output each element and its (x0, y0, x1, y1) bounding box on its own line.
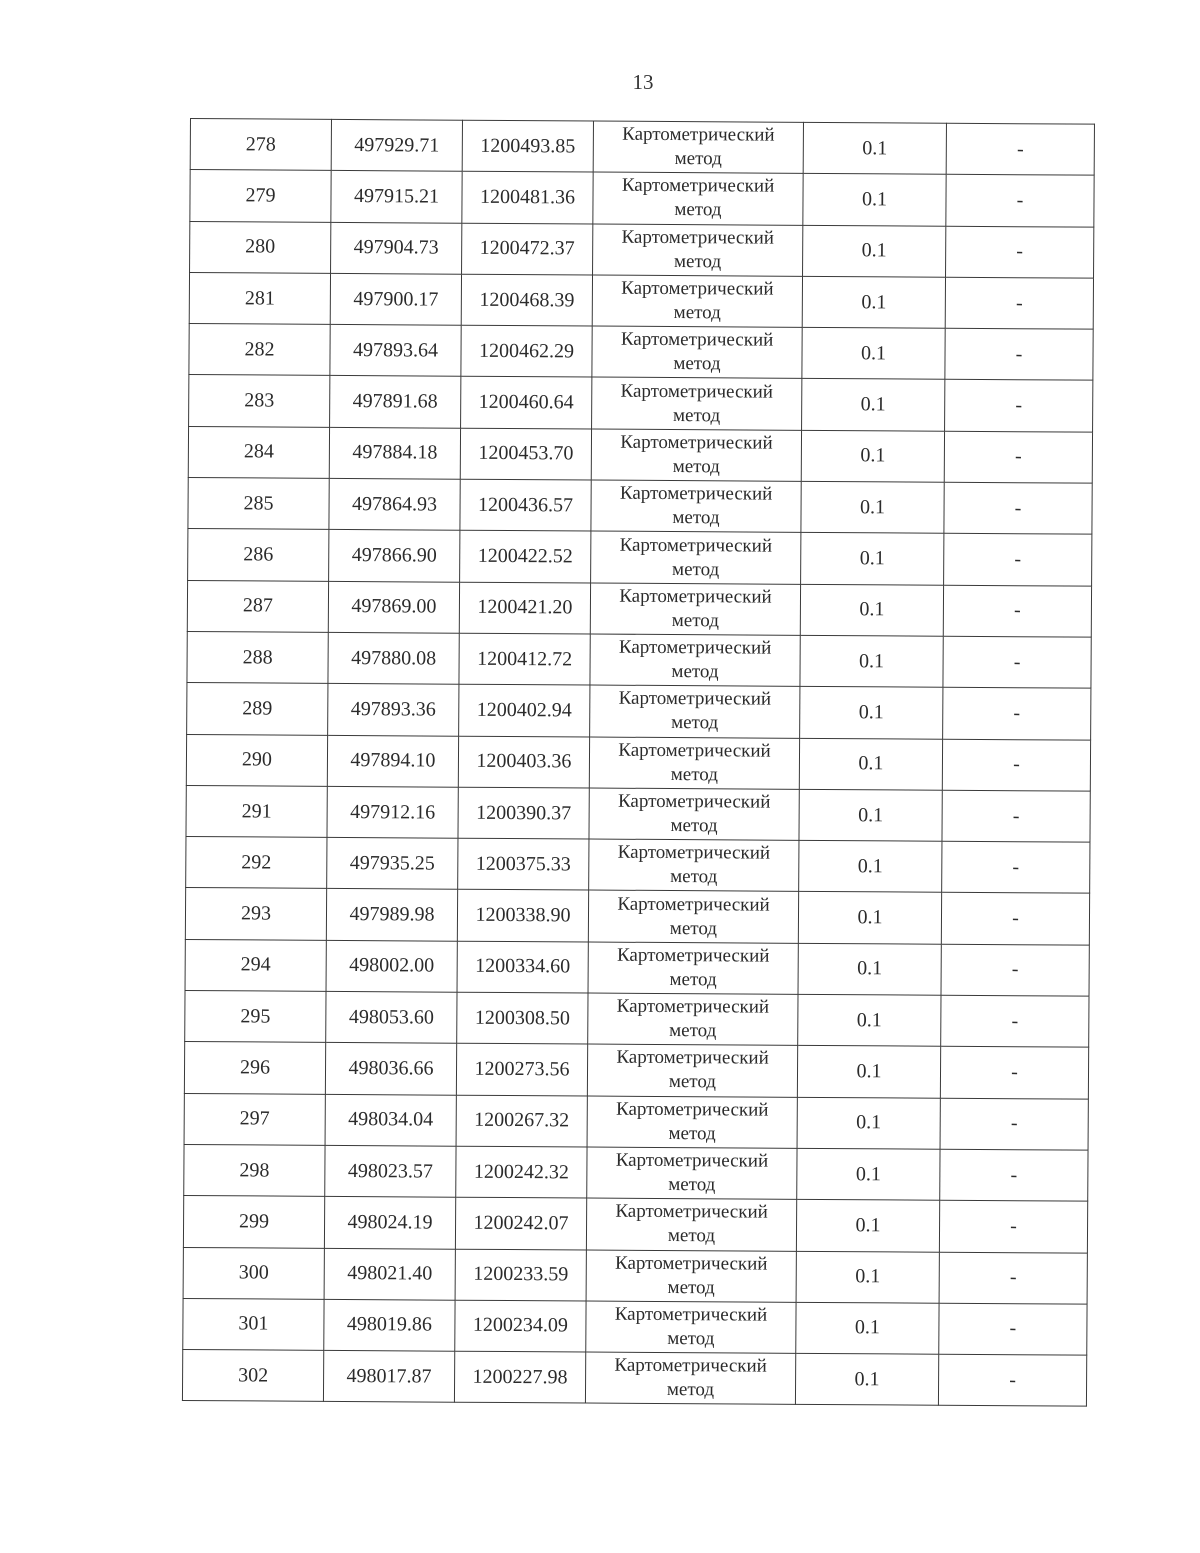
x-coordinate-cell: 498019.86 (324, 1299, 455, 1351)
y-coordinate-cell: 1200493.85 (462, 120, 593, 172)
method-cell (592, 275, 802, 328)
method-line-2: метод (670, 763, 719, 786)
method-line-1: Картометрический (614, 1354, 767, 1377)
table-row (188, 529, 1092, 586)
method-line-1: Картометрический (616, 995, 770, 1018)
note-cell: - (941, 893, 1089, 945)
method-line-2: метод (672, 404, 721, 426)
y-coordinate-cell: 1200402.94 (459, 684, 590, 736)
accuracy-cell: 0.1 (796, 1302, 939, 1354)
method-cell (587, 1096, 797, 1149)
point-number-cell: 283 (189, 375, 330, 427)
coordinates-table-body (182, 119, 1094, 1407)
accuracy-cell: 0.1 (796, 1200, 939, 1252)
method-cell (587, 1147, 797, 1200)
x-coordinate-cell: 498017.87 (323, 1350, 454, 1402)
table-row (188, 426, 1092, 483)
x-coordinate-cell: 497904.73 (331, 222, 462, 274)
method-line-1: Картометрический (618, 688, 772, 711)
method-line-1: Картометрический (618, 739, 771, 762)
accuracy-cell: 0.1 (801, 533, 944, 585)
table-row (186, 837, 1090, 894)
note-cell: - (942, 790, 1090, 842)
y-coordinate-cell: 1200468.39 (461, 274, 592, 326)
note-cell: - (945, 277, 1093, 329)
method-cell (588, 993, 798, 1046)
method-line-1: Картометрический (614, 1303, 768, 1326)
y-coordinate-cell: 1200234.09 (455, 1300, 586, 1352)
x-coordinate-cell: 497900.17 (330, 273, 461, 325)
method-cell (586, 1301, 796, 1354)
method-cell (590, 685, 800, 738)
note-cell: - (940, 1098, 1088, 1150)
method-cell (586, 1198, 796, 1251)
x-coordinate-cell: 498053.60 (326, 991, 457, 1043)
method-line-1: Картометрический (618, 636, 772, 659)
note-cell: - (939, 1252, 1087, 1304)
method-line-1: Картометрический (617, 790, 771, 813)
method-line-1: Картометрический (616, 944, 770, 967)
x-coordinate-cell: 497864.93 (329, 478, 460, 530)
accuracy-cell: 0.1 (800, 584, 943, 636)
y-coordinate-cell: 1200308.50 (457, 992, 588, 1044)
note-cell: - (941, 944, 1089, 996)
method-line-1: Картометрический (619, 482, 773, 505)
method-line-2: метод (667, 1276, 715, 1298)
y-coordinate-cell: 1200242.07 (455, 1197, 586, 1249)
x-coordinate-cell: 497893.64 (330, 325, 461, 377)
point-number-cell: 294 (185, 939, 326, 991)
x-coordinate-cell: 497866.90 (329, 530, 460, 582)
accuracy-cell: 0.1 (796, 1251, 939, 1303)
y-coordinate-cell: 1200412.72 (459, 633, 590, 685)
method-line-2: метод (668, 1071, 717, 1093)
note-cell: - (944, 431, 1092, 483)
method-cell (593, 224, 803, 277)
note-cell: - (944, 482, 1092, 534)
note-cell: - (944, 534, 1092, 586)
y-coordinate-cell: 1200460.64 (461, 377, 592, 429)
x-coordinate-cell: 498036.66 (325, 1043, 456, 1095)
method-line-1: Картометрический (619, 534, 773, 557)
y-coordinate-cell: 1200267.32 (456, 1095, 587, 1147)
x-coordinate-cell: 497893.36 (328, 684, 459, 736)
table-row (183, 1247, 1087, 1304)
accuracy-cell: 0.1 (797, 1046, 940, 1098)
point-number-cell: 279 (190, 170, 331, 222)
method-line-2: метод (668, 1122, 716, 1145)
table-row (188, 478, 1092, 535)
accuracy-cell: 0.1 (798, 994, 941, 1046)
accuracy-cell: 0.1 (803, 225, 946, 277)
method-line-2: метод (669, 1020, 717, 1042)
table-row (189, 324, 1093, 381)
method-line-2: метод (671, 609, 719, 632)
x-coordinate-cell: 497935.25 (327, 838, 458, 890)
accuracy-cell: 0.1 (797, 1148, 940, 1200)
method-line-1: Картометрический (620, 380, 774, 403)
method-line-2: метод (669, 917, 718, 939)
table-row (190, 221, 1094, 278)
point-number-cell: 297 (184, 1093, 325, 1145)
method-line-2: метод (672, 558, 720, 580)
table-row (185, 888, 1089, 945)
y-coordinate-cell: 1200422.52 (460, 531, 591, 583)
method-cell (591, 429, 801, 482)
table-row (185, 939, 1089, 996)
x-coordinate-cell: 498024.19 (324, 1197, 455, 1249)
method-cell (590, 583, 800, 636)
method-line-1: Картометрический (621, 226, 775, 249)
method-cell (589, 737, 799, 790)
point-number-cell: 301 (183, 1298, 324, 1350)
method-line-1: Картометрический (620, 329, 774, 351)
point-number-cell: 290 (186, 734, 327, 786)
note-cell: - (942, 841, 1090, 893)
x-coordinate-cell: 498034.04 (325, 1094, 456, 1146)
y-coordinate-cell: 1200390.37 (458, 787, 589, 839)
table-row (187, 580, 1091, 637)
y-coordinate-cell: 1200421.20 (459, 582, 590, 634)
note-cell: - (943, 688, 1091, 740)
note-cell: - (945, 380, 1093, 432)
coordinates-table (182, 118, 1095, 1407)
method-line-1: Картометрический (620, 431, 773, 454)
table-row (187, 631, 1091, 688)
point-number-cell: 288 (187, 631, 328, 683)
method-cell (592, 326, 802, 379)
accuracy-cell: 0.1 (797, 1097, 940, 1149)
accuracy-cell: 0.1 (798, 892, 941, 944)
method-cell (585, 1352, 795, 1405)
accuracy-cell: 0.1 (800, 635, 943, 687)
accuracy-cell: 0.1 (799, 789, 942, 841)
x-coordinate-cell: 497989.98 (326, 889, 457, 941)
method-line-1: Картометрический (616, 1047, 769, 1070)
point-number-cell: 295 (185, 991, 326, 1043)
method-line-2: метод (667, 1225, 716, 1247)
table-row (184, 1093, 1088, 1150)
method-line-1: Картометрический (622, 123, 775, 146)
note-cell: - (939, 1303, 1087, 1355)
table-row (183, 1298, 1087, 1355)
y-coordinate-cell: 1200481.36 (462, 172, 593, 224)
method-line-2: метод (673, 250, 722, 273)
accuracy-cell: 0.1 (803, 174, 946, 226)
accuracy-cell: 0.1 (801, 430, 944, 482)
method-line-1: Картометрический (615, 1201, 768, 1224)
accuracy-cell: 0.1 (802, 328, 945, 380)
point-number-cell: 298 (184, 1144, 325, 1196)
method-line-2: метод (671, 712, 719, 734)
point-number-cell: 292 (186, 837, 327, 889)
y-coordinate-cell: 1200453.70 (460, 428, 591, 480)
note-cell: - (940, 1047, 1088, 1099)
accuracy-cell: 0.1 (798, 943, 941, 995)
point-number-cell: 281 (189, 272, 330, 324)
method-line-2: метод (674, 148, 722, 170)
method-cell (586, 1250, 796, 1303)
note-cell: - (942, 739, 1090, 791)
y-coordinate-cell: 1200436.57 (460, 479, 591, 531)
note-cell: - (946, 226, 1094, 278)
point-number-cell: 300 (183, 1247, 324, 1299)
table-row (185, 991, 1089, 1048)
note-cell: - (943, 585, 1091, 637)
y-coordinate-cell: 1200472.37 (462, 223, 593, 275)
accuracy-cell: 0.1 (802, 379, 945, 431)
accuracy-cell: 0.1 (801, 481, 944, 533)
point-number-cell: 284 (188, 426, 329, 478)
method-line-2: метод (666, 1379, 715, 1401)
y-coordinate-cell: 1200273.56 (456, 1044, 587, 1096)
method-cell (587, 1044, 797, 1097)
method-line-1: Картометрический (615, 1149, 769, 1172)
y-coordinate-cell: 1200338.90 (457, 890, 588, 942)
table-row (182, 1350, 1086, 1407)
method-cell (591, 531, 801, 584)
accuracy-cell: 0.1 (799, 840, 942, 892)
y-coordinate-cell: 1200462.29 (461, 325, 592, 377)
table-row (190, 119, 1094, 176)
note-cell: - (940, 1149, 1088, 1201)
y-coordinate-cell: 1200242.32 (456, 1146, 587, 1198)
x-coordinate-cell: 497869.00 (328, 581, 459, 633)
note-cell: - (939, 1200, 1087, 1252)
table-row (184, 1042, 1088, 1099)
note-cell: - (941, 995, 1089, 1047)
y-coordinate-cell: 1200233.59 (455, 1249, 586, 1301)
point-number-cell: 302 (182, 1350, 323, 1402)
table-row (186, 734, 1090, 791)
accuracy-cell: 0.1 (799, 738, 942, 790)
method-line-2: метод (670, 866, 718, 888)
y-coordinate-cell: 1200403.36 (458, 736, 589, 788)
table-row (184, 1144, 1088, 1201)
method-line-2: метод (670, 815, 718, 837)
method-cell (592, 378, 802, 431)
point-number-cell: 285 (188, 478, 329, 530)
coordinates-table-container (182, 118, 1094, 1407)
method-line-2: метод (673, 302, 721, 324)
accuracy-cell: 0.1 (795, 1353, 938, 1405)
point-number-cell: 287 (187, 580, 328, 632)
note-cell: - (946, 175, 1094, 227)
x-coordinate-cell: 498021.40 (324, 1248, 455, 1300)
y-coordinate-cell: 1200375.33 (458, 838, 589, 890)
method-line-1: Картометрический (621, 277, 774, 300)
point-number-cell: 278 (190, 119, 331, 171)
x-coordinate-cell: 497912.16 (327, 786, 458, 838)
x-coordinate-cell: 497891.68 (330, 376, 461, 428)
method-line-2: метод (672, 507, 720, 529)
x-coordinate-cell: 497894.10 (327, 735, 458, 787)
method-cell (588, 890, 798, 943)
table-row (183, 1196, 1087, 1253)
method-cell (588, 942, 798, 995)
method-line-2: метод (669, 968, 717, 991)
point-number-cell: 289 (187, 683, 328, 735)
note-cell: - (946, 123, 1094, 175)
point-number-cell: 291 (186, 785, 327, 837)
accuracy-cell: 0.1 (803, 122, 946, 174)
method-line-2: метод (674, 199, 722, 221)
method-line-2: метод (668, 1174, 716, 1196)
method-cell (593, 121, 803, 174)
method-cell (591, 480, 801, 533)
method-line-1: Картометрический (617, 893, 770, 916)
method-line-2: метод (672, 455, 720, 478)
point-number-cell: 280 (190, 221, 331, 273)
table-row (187, 683, 1091, 740)
table-row (190, 170, 1094, 227)
point-number-cell: 282 (189, 324, 330, 376)
method-line-1: Картометрический (619, 585, 772, 608)
method-cell (589, 788, 799, 841)
note-cell: - (943, 636, 1091, 688)
method-line-1: Картометрический (621, 175, 775, 198)
note-cell: - (945, 328, 1093, 380)
x-coordinate-cell: 497880.08 (328, 632, 459, 684)
method-cell (590, 634, 800, 687)
page-number: 13 (632, 70, 654, 94)
method-cell (589, 839, 799, 892)
point-number-cell: 299 (183, 1196, 324, 1248)
x-coordinate-cell: 498002.00 (326, 940, 457, 992)
method-cell (593, 172, 803, 225)
y-coordinate-cell: 1200334.60 (457, 941, 588, 993)
table-row (186, 785, 1090, 842)
y-coordinate-cell: 1200227.98 (454, 1351, 585, 1403)
x-coordinate-cell: 497929.71 (331, 119, 462, 171)
note-cell: - (938, 1354, 1086, 1406)
method-line-2: метод (671, 661, 719, 683)
method-line-1: Картометрический (615, 1252, 768, 1275)
point-number-cell: 296 (184, 1042, 325, 1094)
method-line-2: метод (673, 353, 721, 375)
method-line-1: Картометрический (617, 841, 771, 864)
point-number-cell: 286 (188, 529, 329, 581)
method-line-1: Картометрический (615, 1098, 769, 1121)
table-row (189, 375, 1093, 432)
method-line-2: метод (667, 1327, 715, 1350)
x-coordinate-cell: 497884.18 (329, 427, 460, 479)
table-row (189, 272, 1093, 329)
x-coordinate-cell: 497915.21 (331, 171, 462, 223)
accuracy-cell: 0.1 (800, 687, 943, 739)
x-coordinate-cell: 498023.57 (325, 1145, 456, 1197)
point-number-cell: 293 (185, 888, 326, 940)
accuracy-cell: 0.1 (802, 276, 945, 328)
